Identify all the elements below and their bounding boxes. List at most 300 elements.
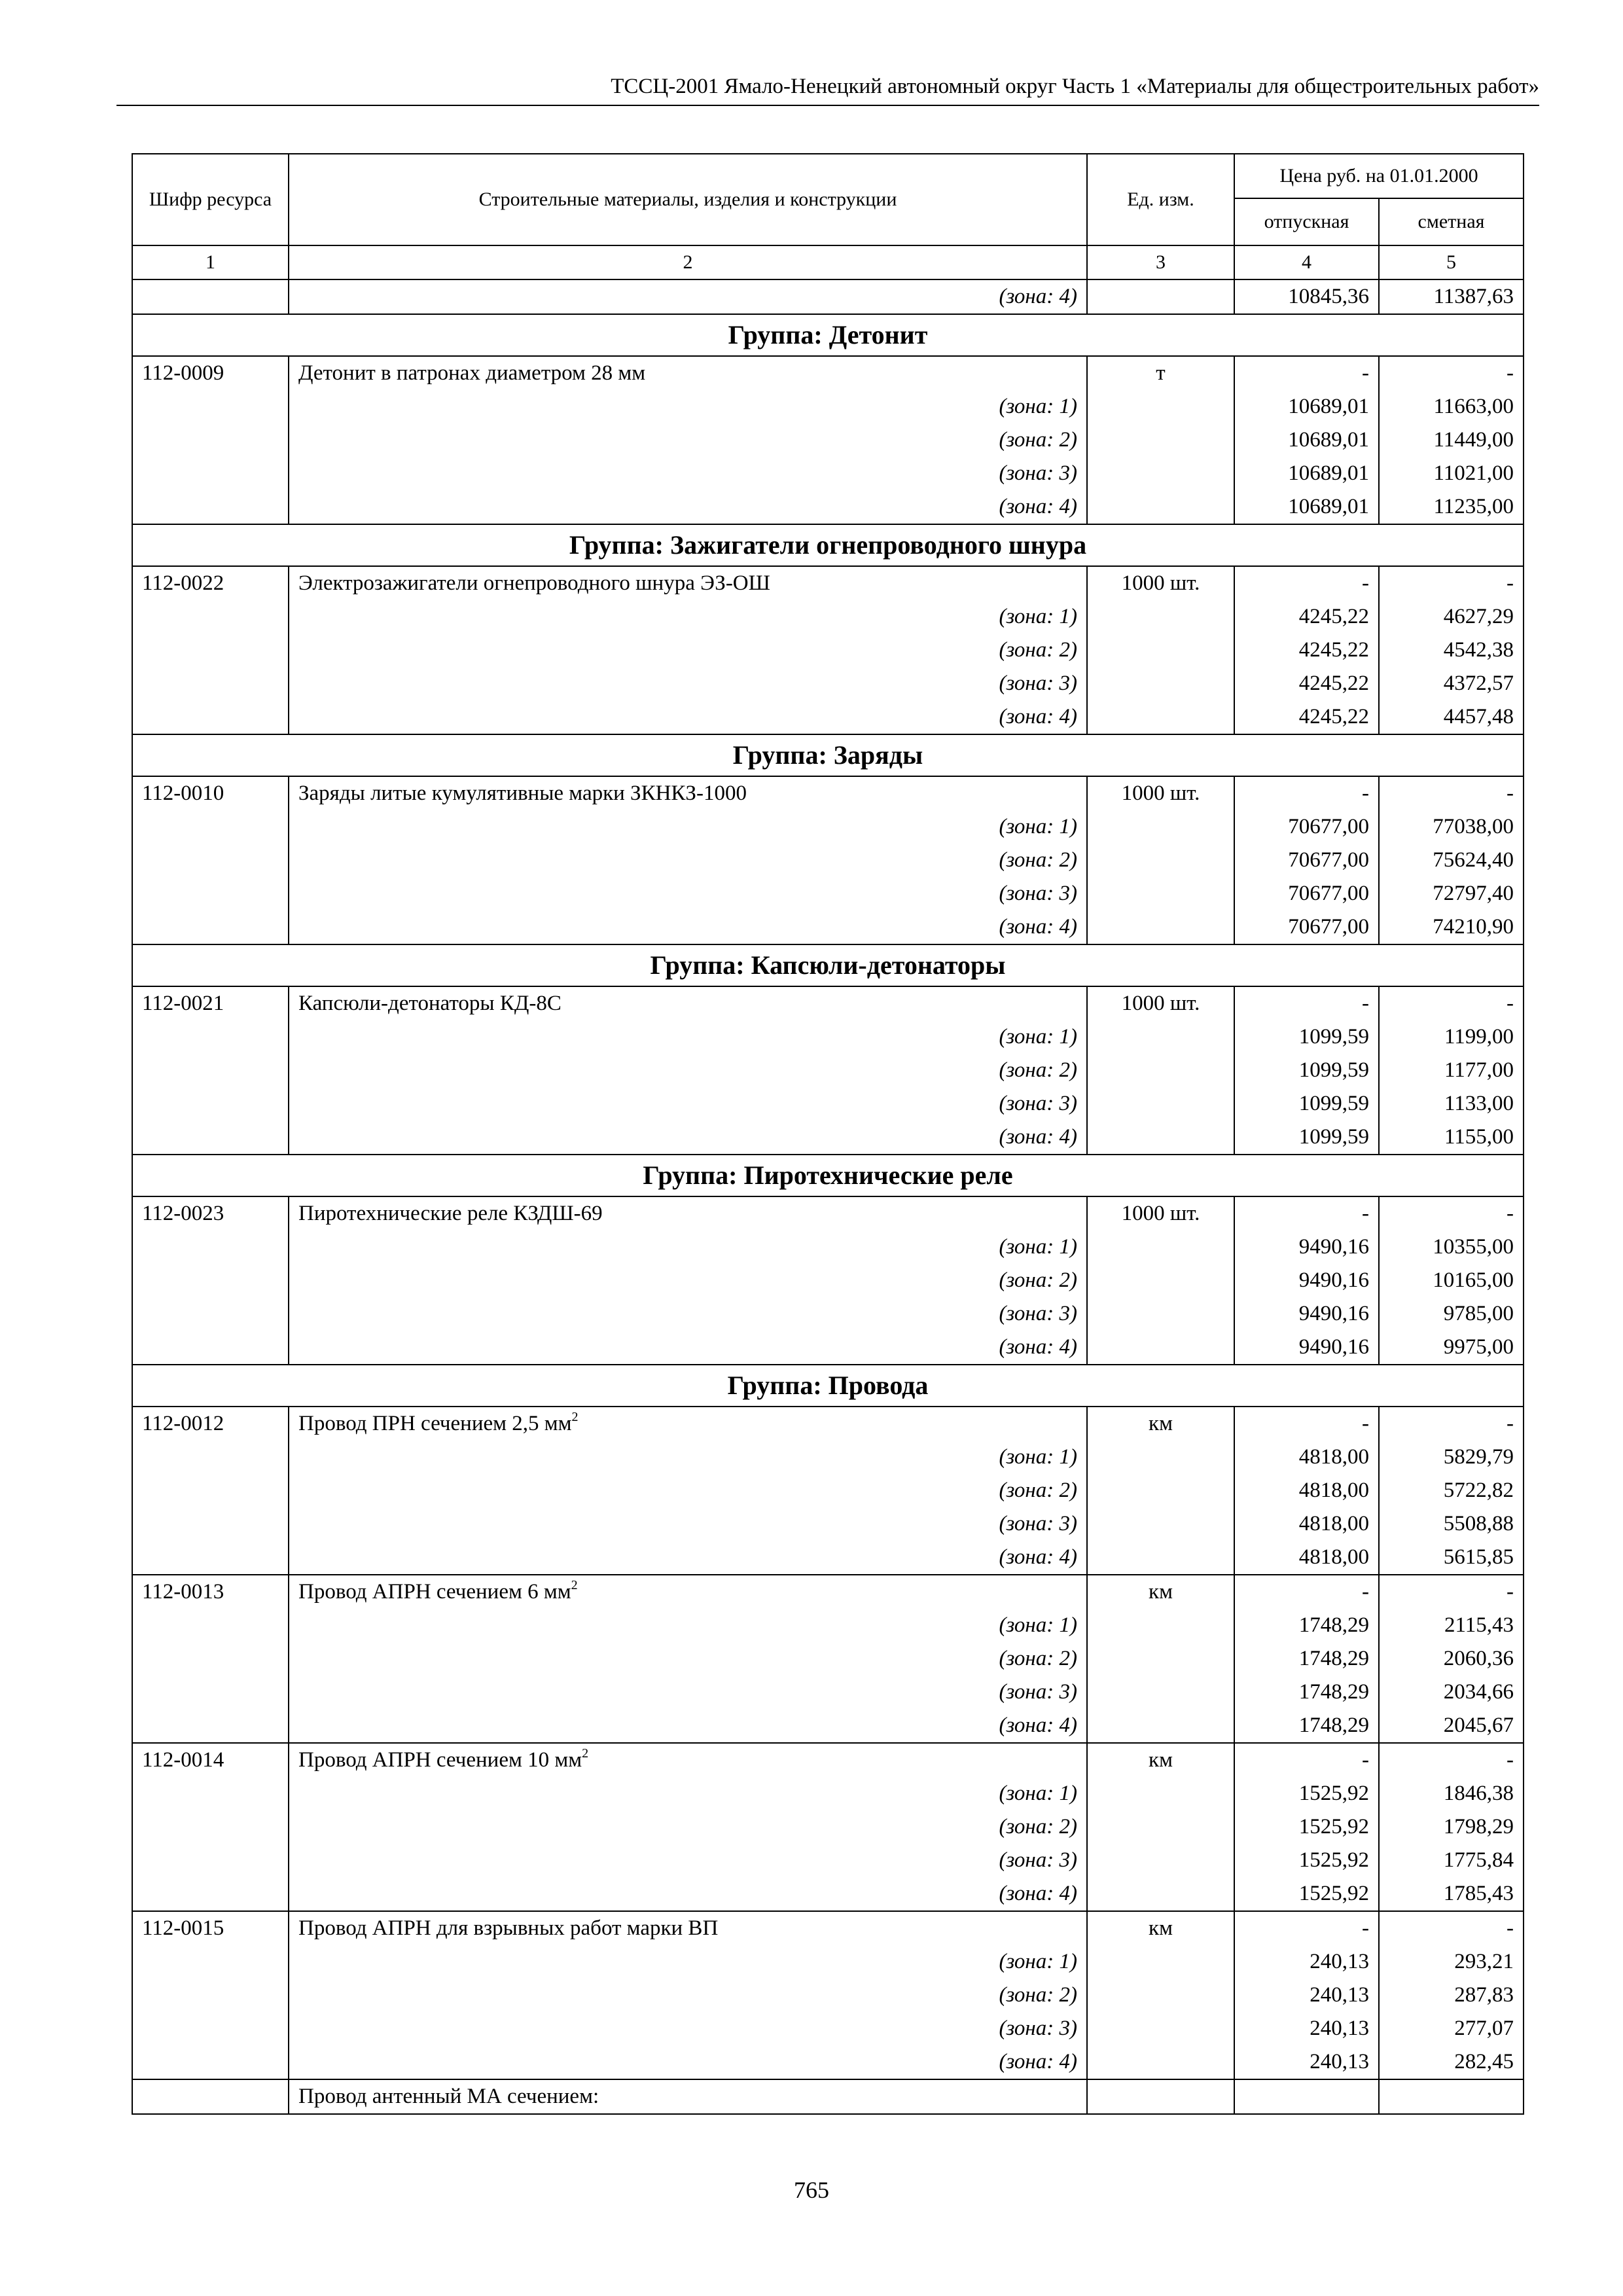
- page-number: 765: [794, 2177, 829, 2203]
- zone-label: (зона: 1): [289, 600, 1087, 634]
- resource-code-cell: [132, 279, 289, 314]
- zone-row: [132, 490, 1524, 524]
- resource-code-cell: [132, 1507, 289, 1541]
- resource-code-cell: [132, 2079, 289, 2114]
- material-name-text: Детонит в патронах диаметром 28 мм: [298, 361, 646, 385]
- resource-code-cell: [132, 1810, 289, 1844]
- zone-label: (зона: 3): [289, 667, 1087, 700]
- resource-code-cell: [132, 1121, 289, 1155]
- release-price: 1099,59: [1234, 1087, 1379, 1121]
- release-price: 1748,29: [1234, 1676, 1379, 1709]
- unit-cell: [1087, 1810, 1234, 1844]
- zone-row: [132, 1297, 1524, 1331]
- release-price: 1525,92: [1234, 1877, 1379, 1911]
- release-price: 4245,22: [1234, 600, 1379, 634]
- zone-row: [132, 1331, 1524, 1365]
- material-row: [132, 776, 1524, 810]
- unit-cell: [1087, 1609, 1234, 1642]
- material-name-text: Электрозажигатели огнепроводного шнура ЭЗ-ОШ: [298, 571, 770, 595]
- table-body: [132, 279, 1524, 2114]
- material-row: [132, 1575, 1524, 1609]
- estimate-price: 1846,38: [1379, 1777, 1524, 1810]
- zone-label: (зона: 1): [289, 1945, 1087, 1979]
- group-row: [132, 314, 1524, 356]
- zone-label: (зона: 2): [289, 423, 1087, 457]
- zone-label: (зона: 3): [289, 1297, 1087, 1331]
- material-row: [132, 356, 1524, 390]
- resource-code: 112-0023: [132, 1196, 289, 1230]
- group-title: Группа: Заряды: [132, 734, 1524, 776]
- zone-row: [132, 457, 1524, 490]
- estimate-price: 4542,38: [1379, 634, 1524, 667]
- zone-label: (зона: 3): [289, 2012, 1087, 2045]
- resource-code-cell: [132, 1474, 289, 1507]
- release-price: -: [1234, 1911, 1379, 1945]
- resource-code: 112-0012: [132, 1407, 289, 1441]
- unit-of-measure: 1000 шт.: [1087, 776, 1234, 810]
- zone-label: (зона: 1): [289, 1441, 1087, 1474]
- estimate-price: -: [1379, 1911, 1524, 1945]
- col-number: 2: [289, 245, 1087, 279]
- zone-row: [132, 1020, 1524, 1054]
- unit-cell: [1087, 1642, 1234, 1676]
- release-price: 10689,01: [1234, 423, 1379, 457]
- zone-label: (зона: 1): [289, 390, 1087, 423]
- zone-label: (зона: 1): [289, 1609, 1087, 1642]
- material-name-text: Заряды литые кумулятивные марки ЗКНКЗ-1000: [298, 781, 747, 805]
- resource-code: 112-0014: [132, 1743, 289, 1777]
- unit-cell: [1087, 1331, 1234, 1365]
- zone-label: (зона: 2): [289, 1810, 1087, 1844]
- zone-row: [132, 390, 1524, 423]
- unit-cell: [1087, 1441, 1234, 1474]
- resource-code-cell: [132, 1642, 289, 1676]
- release-price: 9490,16: [1234, 1331, 1379, 1365]
- resource-code-cell: [132, 1020, 289, 1054]
- running-header: ТССЦ-2001 Ямало-Ненецкий автономный округ Часть 1 «Материалы для общестроительных работ»: [611, 75, 1539, 98]
- material-row: [132, 1196, 1524, 1230]
- unit-cell: [1087, 1264, 1234, 1297]
- release-price: 10689,01: [1234, 457, 1379, 490]
- estimate-price: 5508,88: [1379, 1507, 1524, 1541]
- resource-code-cell: [132, 1331, 289, 1365]
- release-price: 240,13: [1234, 2045, 1379, 2079]
- material-name: [289, 776, 1087, 810]
- material-name: [289, 1575, 1087, 1609]
- resource-code-cell: [132, 1979, 289, 2012]
- unit-cell: [1087, 1020, 1234, 1054]
- zone-row: [132, 1877, 1524, 1911]
- zone-row: [132, 1945, 1524, 1979]
- estimate-price: 1199,00: [1379, 1020, 1524, 1054]
- group-row: [132, 1155, 1524, 1196]
- unit-of-measure: 1000 шт.: [1087, 986, 1234, 1020]
- estimate-price: 4627,29: [1379, 600, 1524, 634]
- release-price: [1234, 2079, 1379, 2114]
- zone-label: (зона: 1): [289, 810, 1087, 844]
- zone-row: [132, 1507, 1524, 1541]
- unit-cell: [1087, 279, 1234, 314]
- material-name: [289, 986, 1087, 1020]
- estimate-price: 2045,67: [1379, 1709, 1524, 1743]
- group-row: [132, 944, 1524, 986]
- resource-code-cell: [132, 1264, 289, 1297]
- unit-superscript: 2: [582, 1746, 589, 1761]
- col-number: 4: [1234, 245, 1379, 279]
- estimate-price: 277,07: [1379, 2012, 1524, 2045]
- group-title: Группа: Зажигатели огнепроводного шнура: [132, 524, 1524, 566]
- unit-cell: [1087, 457, 1234, 490]
- estimate-price: -: [1379, 986, 1524, 1020]
- release-price: 10689,01: [1234, 490, 1379, 524]
- estimate-price: 11663,00: [1379, 390, 1524, 423]
- release-price: 1099,59: [1234, 1020, 1379, 1054]
- estimate-price: 75624,40: [1379, 844, 1524, 877]
- estimate-price: 4372,57: [1379, 667, 1524, 700]
- estimate-price: 11387,63: [1379, 279, 1524, 314]
- unit-cell: [1087, 600, 1234, 634]
- estimate-price: -: [1379, 1196, 1524, 1230]
- estimate-price: 5722,82: [1379, 1474, 1524, 1507]
- material-name-text: Пиротехнические реле КЗДШ-69: [298, 1202, 603, 1225]
- zone-row: [132, 1709, 1524, 1743]
- estimate-price: 9785,00: [1379, 1297, 1524, 1331]
- col-number: 1: [132, 245, 289, 279]
- zone-row: [132, 423, 1524, 457]
- zone-label: (зона: 4): [289, 700, 1087, 734]
- release-price: 1748,29: [1234, 1642, 1379, 1676]
- estimate-price: -: [1379, 776, 1524, 810]
- release-price: -: [1234, 1575, 1379, 1609]
- resource-code: 112-0022: [132, 566, 289, 600]
- material-row: [132, 986, 1524, 1020]
- zone-label: (зона: 2): [289, 1979, 1087, 2012]
- zone-label: (зона: 1): [289, 1777, 1087, 1810]
- unit-of-measure: км: [1087, 1743, 1234, 1777]
- zone-label: (зона: 1): [289, 1020, 1087, 1054]
- release-price: 240,13: [1234, 1979, 1379, 2012]
- release-price: 10845,36: [1234, 279, 1379, 314]
- zone-label: (зона: 4): [289, 1541, 1087, 1575]
- zone-label: (зона: 2): [289, 1054, 1087, 1087]
- zone-label: (зона: 3): [289, 1676, 1087, 1709]
- zone-label: (зона: 3): [289, 1087, 1087, 1121]
- zone-label: (зона: 2): [289, 1474, 1087, 1507]
- zone-row: [132, 1979, 1524, 2012]
- material-name: [289, 356, 1087, 390]
- price-table: [132, 153, 1524, 2115]
- zone-label: (зона: 2): [289, 1264, 1087, 1297]
- zone-label: (зона: 4): [289, 490, 1087, 524]
- release-price: 70677,00: [1234, 910, 1379, 944]
- release-price: -: [1234, 986, 1379, 1020]
- estimate-price: 287,83: [1379, 1979, 1524, 2012]
- release-price: 70677,00: [1234, 844, 1379, 877]
- resource-code-cell: [132, 1609, 289, 1642]
- resource-code-cell: [132, 1777, 289, 1810]
- resource-code: 112-0021: [132, 986, 289, 1020]
- unit-cell: [1087, 2045, 1234, 2079]
- resource-code-cell: [132, 1877, 289, 1911]
- material-row: [132, 1911, 1524, 1945]
- resource-code-cell: [132, 1054, 289, 1087]
- material-name-text: Провод АПРН сечением 10 мм: [298, 1748, 582, 1772]
- release-price: 1099,59: [1234, 1121, 1379, 1155]
- release-price: -: [1234, 356, 1379, 390]
- unit-cell: [1087, 1474, 1234, 1507]
- group-title: Группа: Капсюли-детонаторы: [132, 944, 1524, 986]
- release-price: 4818,00: [1234, 1507, 1379, 1541]
- zone-row: [132, 1609, 1524, 1642]
- estimate-price: 293,21: [1379, 1945, 1524, 1979]
- estimate-price: 2060,36: [1379, 1642, 1524, 1676]
- zone-label: (зона: 3): [289, 457, 1087, 490]
- material-row: [132, 1407, 1524, 1441]
- material-name: [289, 566, 1087, 600]
- col-number: 3: [1087, 245, 1234, 279]
- resource-code: 112-0010: [132, 776, 289, 810]
- unit-of-measure: км: [1087, 1911, 1234, 1945]
- col-price-header: Цена руб. на 01.01.2000: [1234, 154, 1524, 198]
- release-price: 9490,16: [1234, 1297, 1379, 1331]
- resource-code-cell: [132, 877, 289, 910]
- estimate-price: 1177,00: [1379, 1054, 1524, 1087]
- estimate-price: 1785,43: [1379, 1877, 1524, 1911]
- zone-row: [132, 844, 1524, 877]
- unit-of-measure: км: [1087, 1407, 1234, 1441]
- release-price: 9490,16: [1234, 1264, 1379, 1297]
- release-price: -: [1234, 566, 1379, 600]
- material-name: [289, 1911, 1087, 1945]
- zone-label: (зона: 4): [289, 279, 1087, 314]
- zone-label: (зона: 4): [289, 1709, 1087, 1743]
- release-price: 1748,29: [1234, 1709, 1379, 1743]
- unit-superscript: 2: [571, 1578, 578, 1592]
- zone-label: (зона: 3): [289, 1844, 1087, 1877]
- release-price: 240,13: [1234, 2012, 1379, 2045]
- release-price: 1748,29: [1234, 1609, 1379, 1642]
- resource-code-cell: [132, 1676, 289, 1709]
- release-price: 4245,22: [1234, 667, 1379, 700]
- estimate-price: 5615,85: [1379, 1541, 1524, 1575]
- unit-cell: [1087, 1844, 1234, 1877]
- release-price: -: [1234, 776, 1379, 810]
- zone-label: (зона: 4): [289, 1877, 1087, 1911]
- zone-row: [132, 700, 1524, 734]
- resource-code-cell: [132, 423, 289, 457]
- resource-code-cell: [132, 2045, 289, 2079]
- unit-cell: [1087, 1230, 1234, 1264]
- unit-cell: [1087, 634, 1234, 667]
- estimate-price: [1379, 2079, 1524, 2114]
- zone-label: (зона: 3): [289, 877, 1087, 910]
- group-row: [132, 1365, 1524, 1407]
- unit-cell: [1087, 667, 1234, 700]
- zone-row: [132, 1777, 1524, 1810]
- zone-row: [132, 634, 1524, 667]
- unit-of-measure: т: [1087, 356, 1234, 390]
- zone-row: [132, 1541, 1524, 1575]
- resource-code: 112-0013: [132, 1575, 289, 1609]
- release-price: 1099,59: [1234, 1054, 1379, 1087]
- zone-row: [132, 1474, 1524, 1507]
- resource-code-cell: [132, 457, 289, 490]
- zone-label: (зона: 4): [289, 910, 1087, 944]
- release-price: 10689,01: [1234, 390, 1379, 423]
- unit-cell: [1087, 1676, 1234, 1709]
- estimate-price: 2034,66: [1379, 1676, 1524, 1709]
- estimate-price: 11449,00: [1379, 423, 1524, 457]
- zone-row: [132, 1054, 1524, 1087]
- material-name: [289, 1407, 1087, 1441]
- unit-cell: [1087, 1541, 1234, 1575]
- resource-code: 112-0009: [132, 356, 289, 390]
- estimate-price: 77038,00: [1379, 810, 1524, 844]
- estimate-price: -: [1379, 1575, 1524, 1609]
- estimate-price: 10355,00: [1379, 1230, 1524, 1264]
- estimate-price: 1798,29: [1379, 1810, 1524, 1844]
- zone-row: [132, 1676, 1524, 1709]
- resource-code-cell: [132, 490, 289, 524]
- unit-cell: [1087, 1121, 1234, 1155]
- estimate-price: -: [1379, 356, 1524, 390]
- release-price: -: [1234, 1407, 1379, 1441]
- unit-cell: [1087, 844, 1234, 877]
- group-title: Группа: Провода: [132, 1365, 1524, 1407]
- estimate-price: 5829,79: [1379, 1441, 1524, 1474]
- release-price: 240,13: [1234, 1945, 1379, 1979]
- release-price: 9490,16: [1234, 1230, 1379, 1264]
- unit-cell: [1087, 2012, 1234, 2045]
- material-name: [289, 1743, 1087, 1777]
- material-row: [132, 566, 1524, 600]
- unit-of-measure: км: [1087, 1575, 1234, 1609]
- release-price: 70677,00: [1234, 810, 1379, 844]
- material-name-text: Капсюли-детонаторы КД-8С: [298, 992, 562, 1015]
- estimate-price: 74210,90: [1379, 910, 1524, 944]
- resource-code-cell: [132, 700, 289, 734]
- estimate-price: 10165,00: [1379, 1264, 1524, 1297]
- unit-superscript: 2: [571, 1410, 579, 1424]
- estimate-price: 9975,00: [1379, 1331, 1524, 1365]
- group-row: [132, 524, 1524, 566]
- resource-code-cell: [132, 2012, 289, 2045]
- col-name-header: Строительные материалы, изделия и конструкции: [289, 154, 1087, 245]
- zone-row: [132, 600, 1524, 634]
- unit-cell: [1087, 1297, 1234, 1331]
- zone-label: (зона: 3): [289, 1507, 1087, 1541]
- table-header: [132, 154, 1524, 279]
- zone-row: [132, 1810, 1524, 1844]
- unit-cell: [1087, 2079, 1234, 2114]
- release-price: 4245,22: [1234, 700, 1379, 734]
- material-row: [132, 1743, 1524, 1777]
- zone-label: (зона: 2): [289, 844, 1087, 877]
- unit-cell: [1087, 1054, 1234, 1087]
- lead-zone-row: [132, 279, 1524, 314]
- zone-row: [132, 1230, 1524, 1264]
- group-row: [132, 734, 1524, 776]
- resource-code-cell: [132, 810, 289, 844]
- estimate-price: -: [1379, 1407, 1524, 1441]
- unit-cell: [1087, 390, 1234, 423]
- resource-code: 112-0015: [132, 1911, 289, 1945]
- zone-row: [132, 1844, 1524, 1877]
- unit-cell: [1087, 910, 1234, 944]
- resource-code-cell: [132, 634, 289, 667]
- estimate-price: 72797,40: [1379, 877, 1524, 910]
- resource-code-cell: [132, 1441, 289, 1474]
- col-number: 5: [1379, 245, 1524, 279]
- release-price: 4818,00: [1234, 1441, 1379, 1474]
- unit-cell: [1087, 810, 1234, 844]
- release-price: 1525,92: [1234, 1777, 1379, 1810]
- zone-row: [132, 810, 1524, 844]
- estimate-price: 1133,00: [1379, 1087, 1524, 1121]
- zone-row: [132, 877, 1524, 910]
- col-estimate-header: сметная: [1379, 198, 1524, 245]
- release-price: -: [1234, 1196, 1379, 1230]
- resource-code-cell: [132, 390, 289, 423]
- unit-of-measure: 1000 шт.: [1087, 566, 1234, 600]
- unit-cell: [1087, 1877, 1234, 1911]
- estimate-price: 2115,43: [1379, 1609, 1524, 1642]
- release-price: 4245,22: [1234, 634, 1379, 667]
- resource-code-cell: [132, 1230, 289, 1264]
- release-price: 1525,92: [1234, 1810, 1379, 1844]
- unit-cell: [1087, 877, 1234, 910]
- zone-label: (зона: 4): [289, 2045, 1087, 2079]
- resource-code-cell: [132, 1709, 289, 1743]
- release-price: 70677,00: [1234, 877, 1379, 910]
- unit-cell: [1087, 1709, 1234, 1743]
- unit-cell: [1087, 490, 1234, 524]
- release-price: 4818,00: [1234, 1541, 1379, 1575]
- zone-row: [132, 2045, 1524, 2079]
- estimate-price: 11021,00: [1379, 457, 1524, 490]
- zone-row: [132, 1441, 1524, 1474]
- group-title: Группа: Пиротехнические реле: [132, 1155, 1524, 1196]
- group-title: Группа: Детонит: [132, 314, 1524, 356]
- unit-cell: [1087, 423, 1234, 457]
- release-price: 1525,92: [1234, 1844, 1379, 1877]
- unit-cell: [1087, 1087, 1234, 1121]
- material-name-text: Провод ПРН сечением 2,5 мм: [298, 1412, 572, 1435]
- unit-cell: [1087, 700, 1234, 734]
- zone-row: [132, 910, 1524, 944]
- resource-code-cell: [132, 1541, 289, 1575]
- material-name: Провод антенный МА сечением:: [289, 2079, 1087, 2114]
- zone-row: [132, 1264, 1524, 1297]
- unit-cell: [1087, 1507, 1234, 1541]
- estimate-price: 1155,00: [1379, 1121, 1524, 1155]
- resource-code-cell: [132, 1945, 289, 1979]
- trailing-material-row: [132, 2079, 1524, 2114]
- release-price: 4818,00: [1234, 1474, 1379, 1507]
- zone-label: (зона: 2): [289, 634, 1087, 667]
- resource-code-cell: [132, 600, 289, 634]
- resource-code-cell: [132, 1297, 289, 1331]
- zone-row: [132, 2012, 1524, 2045]
- col-release-header: отпускная: [1234, 198, 1379, 245]
- release-price: -: [1234, 1743, 1379, 1777]
- unit-cell: [1087, 1979, 1234, 2012]
- estimate-price: 1775,84: [1379, 1844, 1524, 1877]
- zone-row: [132, 667, 1524, 700]
- col-code-header: Шифр ресурса: [132, 154, 289, 245]
- estimate-price: 11235,00: [1379, 490, 1524, 524]
- estimate-price: -: [1379, 566, 1524, 600]
